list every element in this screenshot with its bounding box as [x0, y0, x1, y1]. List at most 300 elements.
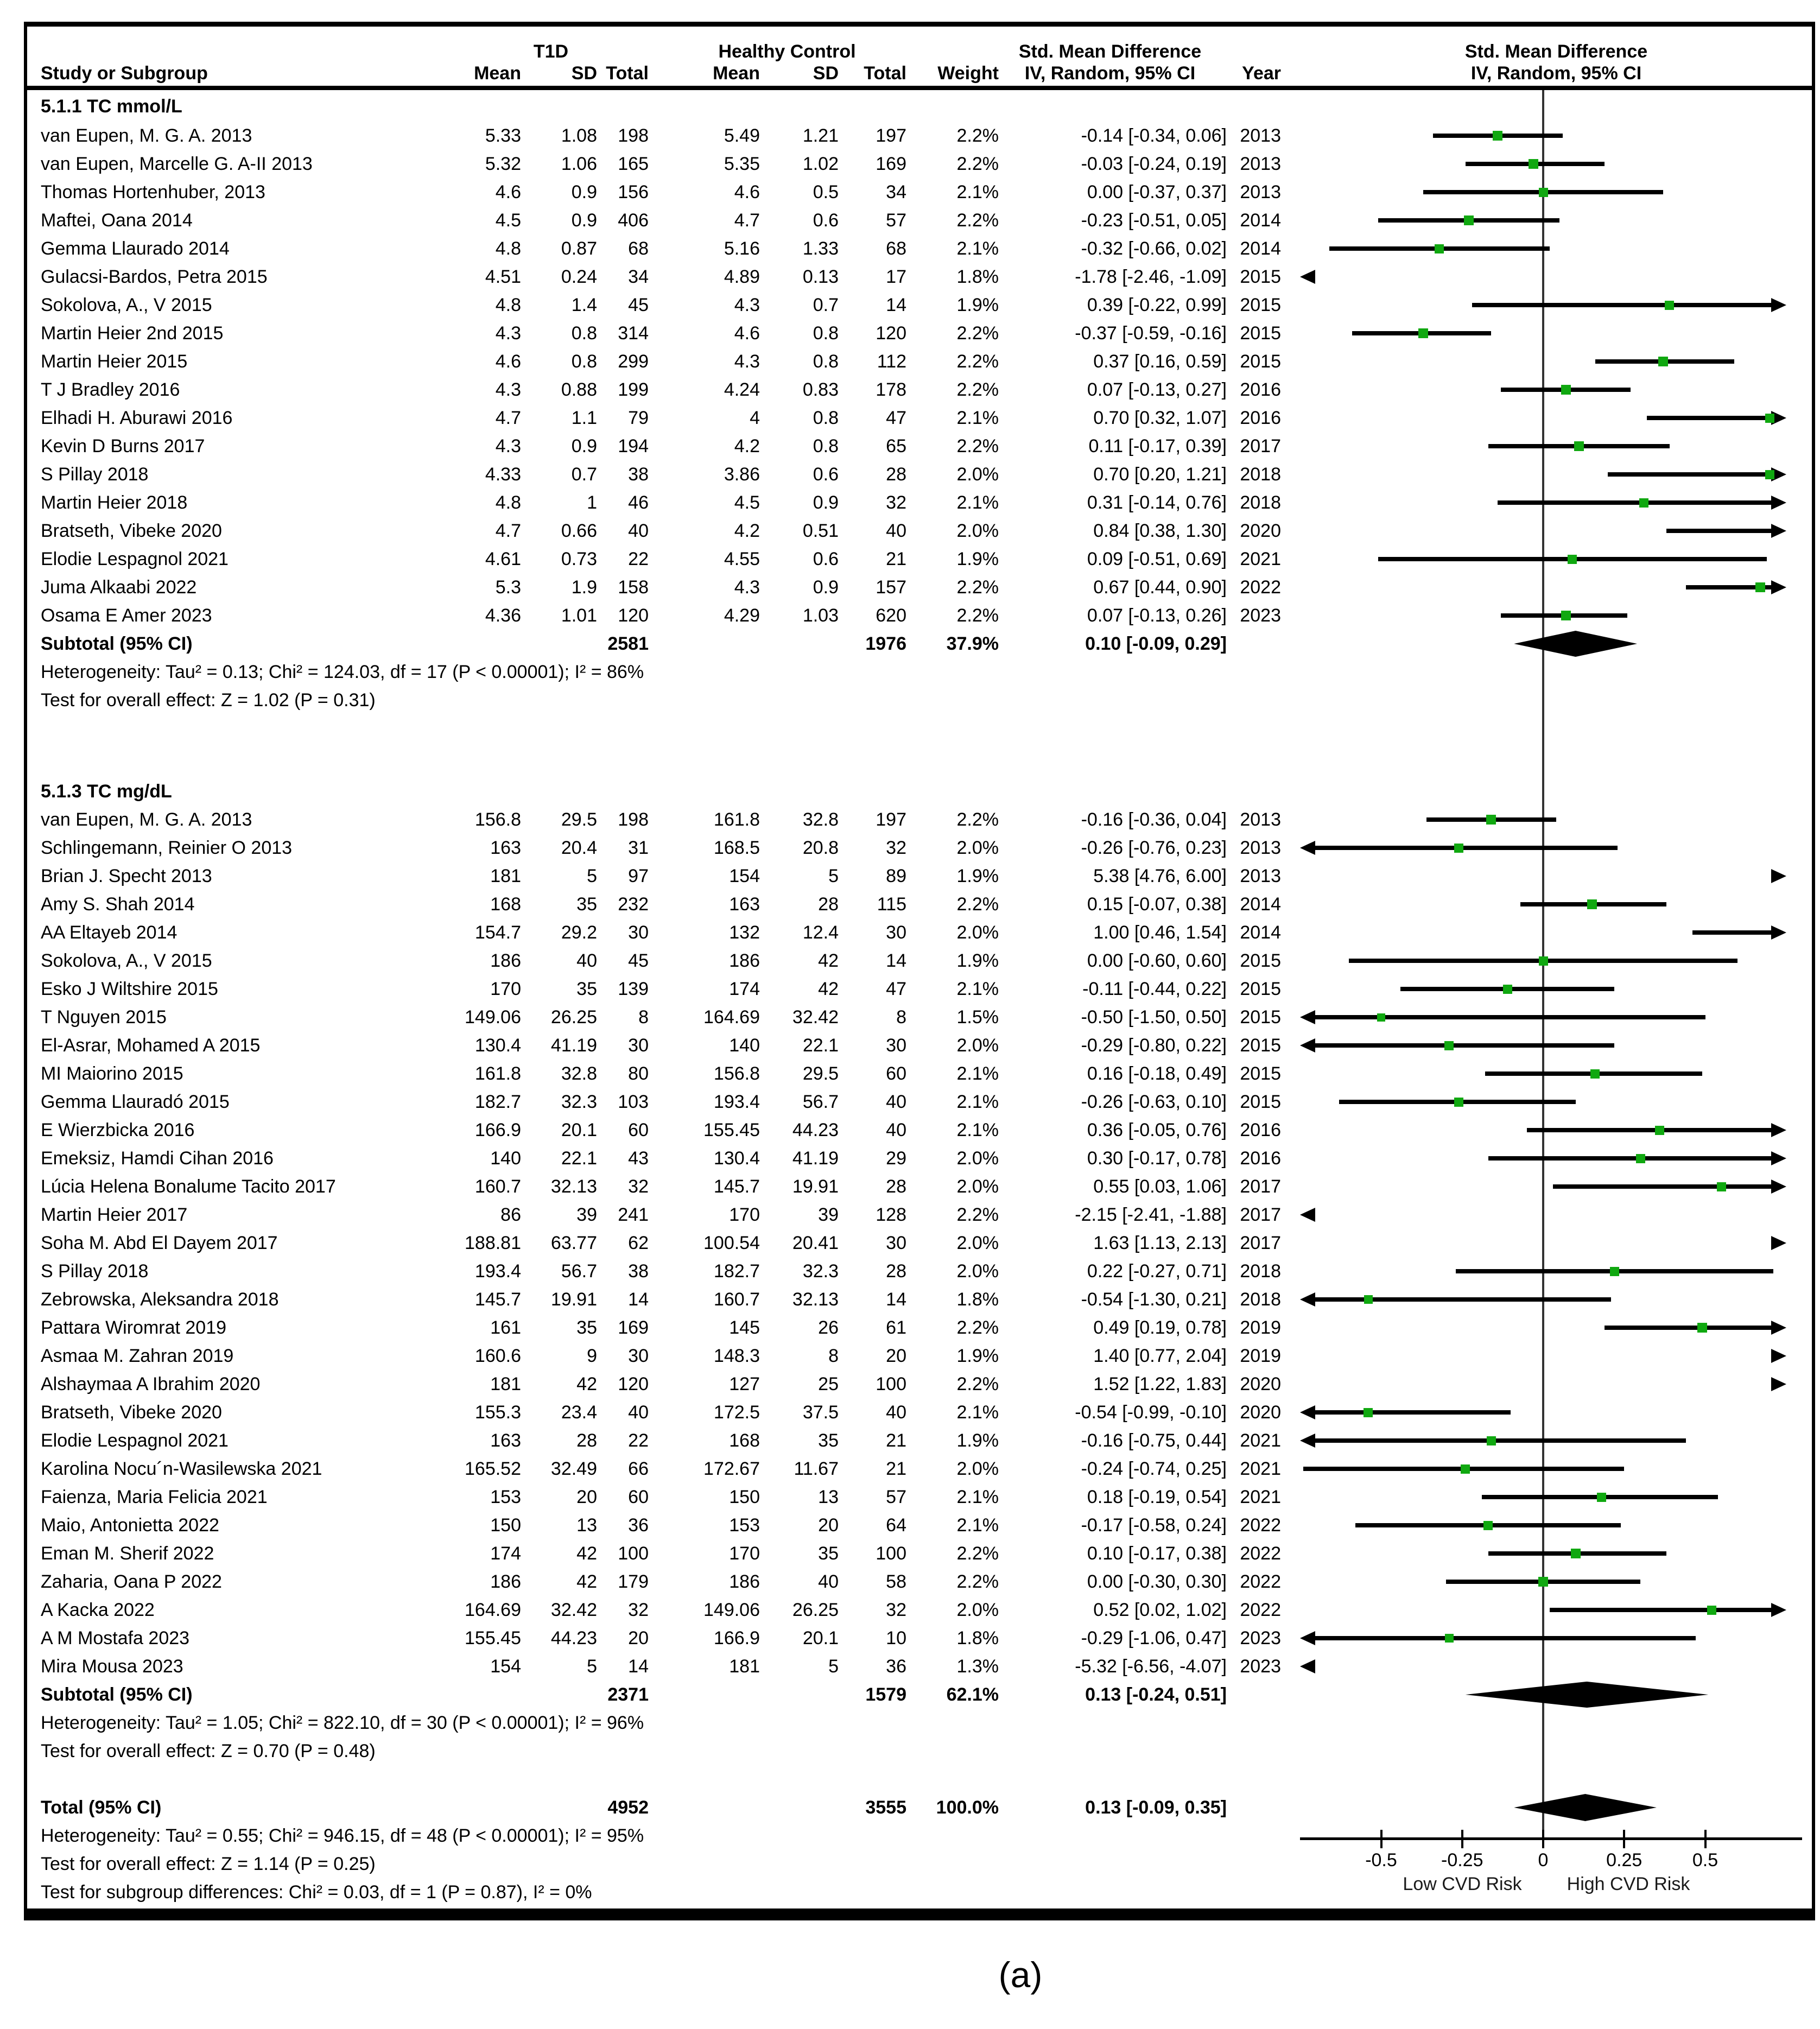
weight: 1.5%: [956, 1007, 999, 1028]
weight: 1.9%: [956, 1430, 999, 1451]
year: 2019: [1240, 1346, 1281, 1366]
mean-control: 130.4: [713, 1148, 760, 1169]
x-axis-tick: [1623, 1830, 1625, 1848]
mean-t1d: 164.69: [465, 1600, 521, 1620]
weight: 2.2%: [956, 1204, 999, 1225]
mean-control: 161.8: [713, 809, 760, 830]
frame-left: [24, 22, 27, 1920]
mean-control: 155.45: [703, 1120, 760, 1140]
offscale-left-arrow: [1300, 1208, 1315, 1222]
total-t1d: 45: [628, 950, 649, 971]
study-name: Elodie Lespagnol 2021: [41, 1430, 229, 1451]
subgroup-label: 5.1.1 TC mmol/L: [41, 96, 182, 117]
weight: 2.2%: [956, 210, 999, 231]
group-header-t1d: T1D: [533, 41, 569, 62]
total-control: 40: [886, 1092, 906, 1112]
smd-ci-text: 0.70 [0.20, 1.21]: [1093, 464, 1227, 485]
mean-t1d: 4.7: [495, 408, 521, 428]
year: 2014: [1240, 922, 1281, 943]
year: 2015: [1240, 1063, 1281, 1084]
year: 2023: [1240, 1656, 1281, 1677]
total-t1d: 32: [628, 1176, 649, 1197]
sd-t1d: 0.8: [571, 351, 597, 372]
weight: 2.1%: [956, 1092, 999, 1112]
smd-ci-text: -0.16 [-0.75, 0.44]: [1081, 1430, 1227, 1451]
total-control: 29: [886, 1148, 906, 1169]
year: 2015: [1240, 351, 1281, 372]
mean-t1d: 166.9: [474, 1120, 521, 1140]
mean-control: 193.4: [713, 1092, 760, 1112]
total-control: 32: [886, 1600, 906, 1620]
mean-control: 4.6: [734, 323, 760, 344]
mean-control: 100.54: [703, 1233, 760, 1253]
study-name: Brian J. Specht 2013: [41, 866, 212, 886]
sd-control: 42: [818, 950, 839, 971]
study-name: Schlingemann, Reinier O 2013: [41, 838, 293, 858]
mean-control: 181: [729, 1656, 760, 1677]
smd-ci-text: -0.23 [-0.51, 0.05]: [1081, 210, 1227, 231]
sd-t1d: 0.66: [561, 521, 597, 541]
x-axis-tick-label: -0.5: [1365, 1850, 1397, 1871]
total-control: 30: [886, 1035, 906, 1056]
total-t1d: 30: [628, 1035, 649, 1056]
sd-t1d: 35: [576, 979, 597, 999]
mean-t1d: 4.3: [495, 436, 521, 456]
point-estimate-marker: [1717, 1182, 1726, 1191]
mean-control: 150: [729, 1487, 760, 1507]
total-t1d: 80: [628, 1063, 649, 1084]
x-axis-tick: [1542, 1830, 1544, 1848]
weight: 1.8%: [956, 1628, 999, 1648]
weight: 2.0%: [956, 464, 999, 485]
smd-ci-text: 0.36 [-0.05, 0.76]: [1087, 1120, 1227, 1140]
sd-t1d: 20.1: [561, 1120, 597, 1140]
weight: 1.9%: [956, 950, 999, 971]
total-t1d: 68: [628, 238, 649, 259]
smd-ci-text: -0.16 [-0.36, 0.04]: [1081, 809, 1227, 830]
study-name: Subtotal (95% CI): [41, 633, 193, 654]
weight: 100.0%: [936, 1797, 999, 1818]
total-t1d: 232: [618, 894, 649, 915]
weight: 2.0%: [956, 1459, 999, 1479]
smd-ci-text: 0.10 [-0.09, 0.29]: [1085, 633, 1227, 654]
mean-control: 4.5: [734, 492, 760, 513]
total-control: 14: [886, 295, 906, 315]
total-control: 3555: [865, 1797, 906, 1818]
ci-line: [1666, 529, 1773, 533]
frame-bottom: [24, 1908, 1815, 1920]
point-estimate-marker: [1561, 385, 1571, 395]
total-control: 34: [886, 182, 906, 202]
sd-t1d: 0.7: [571, 464, 597, 485]
sd-t1d: 29.2: [561, 922, 597, 943]
year: 2017: [1240, 436, 1281, 456]
mean-t1d: 165.52: [465, 1459, 521, 1479]
point-estimate-marker: [1538, 1577, 1548, 1587]
total-t1d: 194: [618, 436, 649, 456]
total-control: 100: [876, 1374, 906, 1394]
study-name: Zaharia, Oana P 2022: [41, 1571, 222, 1592]
mean-t1d: 160.6: [474, 1346, 521, 1366]
mean-control: 149.06: [703, 1600, 760, 1620]
total-t1d: 100: [618, 1543, 649, 1564]
smd-ci-text: 0.07 [-0.13, 0.26]: [1087, 605, 1227, 626]
total-control: 30: [886, 922, 906, 943]
sd-t1d: 19.91: [550, 1289, 597, 1310]
sd-t1d: 1.01: [561, 605, 597, 626]
total-t1d: 22: [628, 1430, 649, 1451]
sd-control: 12.4: [802, 922, 839, 943]
ci-left-arrow: [1300, 841, 1315, 855]
sd-t1d: 44.23: [550, 1628, 597, 1648]
sd-control: 22.1: [802, 1035, 839, 1056]
smd-ci-text: -0.26 [-0.63, 0.10]: [1081, 1092, 1227, 1112]
weight: 2.2%: [956, 154, 999, 174]
study-name: Martin Heier 2017: [41, 1204, 188, 1225]
ci-right-arrow: [1771, 1180, 1786, 1194]
mean-t1d: 4.6: [495, 182, 521, 202]
sd-t1d: 1.06: [561, 154, 597, 174]
mean-control: 182.7: [713, 1261, 760, 1282]
study-name: Asmaa M. Zahran 2019: [41, 1346, 234, 1366]
smd-ci-text: -0.54 [-0.99, -0.10]: [1075, 1402, 1227, 1423]
offscale-left-arrow: [1300, 1659, 1315, 1673]
smd-ci-text: 0.84 [0.38, 1.30]: [1093, 521, 1227, 541]
sd-t1d: 32.3: [561, 1092, 597, 1112]
smd-ci-text: 0.37 [0.16, 0.59]: [1093, 351, 1227, 372]
smd-ci-text: 0.11 [-0.17, 0.39]: [1088, 436, 1227, 456]
total-control: 64: [886, 1515, 906, 1536]
total-t1d: 34: [628, 267, 649, 287]
smd-ci-text: 0.22 [-0.27, 0.71]: [1087, 1261, 1227, 1282]
ci-line: [1553, 1184, 1773, 1189]
sd-control: 0.5: [813, 182, 839, 202]
sd-control: 35: [818, 1543, 839, 1564]
sd-t1d: 1.4: [571, 295, 597, 315]
ci-left-arrow: [1300, 1405, 1315, 1419]
year: 2017: [1240, 1176, 1281, 1197]
mean-control: 172.67: [703, 1459, 760, 1479]
mean-t1d: 181: [490, 1374, 521, 1394]
weight: 2.2%: [956, 436, 999, 456]
study-name: Gulacsi-Bardos, Petra 2015: [41, 267, 268, 287]
ci-line: [1313, 1438, 1685, 1443]
sd-t1d: 41.19: [550, 1035, 597, 1056]
point-estimate-marker: [1364, 1408, 1373, 1417]
sd-control: 1.33: [802, 238, 839, 259]
sd-t1d: 32.42: [550, 1600, 597, 1620]
study-name: Juma Alkaabi 2022: [41, 577, 197, 598]
point-estimate-marker: [1587, 899, 1597, 909]
study-name: El-Asrar, Mohamed A 2015: [41, 1035, 261, 1056]
col-total1: Total: [606, 63, 649, 84]
total-t1d: 120: [618, 605, 649, 626]
total-control: 28: [886, 1176, 906, 1197]
weight: 2.1%: [956, 182, 999, 202]
point-estimate-marker: [1486, 815, 1496, 825]
point-estimate-marker: [1539, 188, 1548, 197]
sd-t1d: 1.1: [571, 408, 597, 428]
smd-ci-text: -1.78 [-2.46, -1.09]: [1075, 267, 1227, 287]
study-name: Maio, Antonietta 2022: [41, 1515, 219, 1536]
ci-left-arrow: [1300, 1434, 1315, 1448]
subgroup-label: 5.1.3 TC mg/dL: [41, 781, 172, 802]
total-t1d: 299: [618, 351, 649, 372]
weight: 2.2%: [956, 1317, 999, 1338]
total-t1d: 139: [618, 979, 649, 999]
mean-t1d: 160.7: [474, 1176, 521, 1197]
year: 2016: [1240, 408, 1281, 428]
point-estimate-marker: [1444, 1041, 1454, 1050]
mean-t1d: 5.32: [485, 154, 521, 174]
mean-t1d: 155.3: [474, 1402, 521, 1423]
total-control: 115: [877, 894, 906, 915]
total-control: 20: [886, 1346, 906, 1366]
study-name: Bratseth, Vibeke 2020: [41, 521, 222, 541]
mean-control: 166.9: [713, 1628, 760, 1648]
point-estimate-marker: [1590, 1069, 1600, 1079]
ci-line: [1313, 846, 1618, 850]
point-estimate-marker: [1755, 582, 1765, 592]
offscale-right-arrow: [1771, 1236, 1786, 1250]
weight: 2.1%: [956, 1515, 999, 1536]
study-name: Osama E Amer 2023: [41, 605, 212, 626]
total-control: 169: [876, 154, 906, 174]
mean-t1d: 181: [490, 866, 521, 886]
mean-control: 5.16: [724, 238, 760, 259]
mean-t1d: 4.8: [495, 295, 521, 315]
ci-right-arrow: [1771, 1151, 1786, 1165]
sd-control: 0.83: [802, 379, 839, 400]
weight: 2.0%: [956, 1176, 999, 1197]
point-estimate-marker: [1487, 1436, 1496, 1445]
total-control: 100: [876, 1543, 906, 1564]
mean-t1d: 4.3: [495, 379, 521, 400]
sd-t1d: 0.9: [571, 436, 597, 456]
year: 2014: [1240, 894, 1281, 915]
weight: 2.1%: [956, 1120, 999, 1140]
total-control: 28: [886, 1261, 906, 1282]
weight: 2.0%: [956, 1233, 999, 1253]
smd-ci-text: 0.13 [-0.09, 0.35]: [1085, 1797, 1227, 1818]
total-control: 60: [886, 1063, 906, 1084]
weight: 2.2%: [956, 379, 999, 400]
point-estimate-marker: [1483, 1521, 1493, 1530]
smd-ci-text: 1.52 [1.22, 1.83]: [1093, 1374, 1227, 1394]
total-t1d: 8: [638, 1007, 649, 1028]
total-t1d: 45: [628, 295, 649, 315]
ci-line: [1608, 472, 1773, 477]
mean-control: 170: [729, 1543, 760, 1564]
sd-control: 42: [818, 979, 839, 999]
smd-ci-text: -0.50 [-1.50, 0.50]: [1081, 1007, 1227, 1028]
study-name: S Pillay 2018: [41, 1261, 149, 1282]
sd-t1d: 20: [576, 1487, 597, 1507]
sd-t1d: 63.77: [550, 1233, 597, 1253]
smd-ci-text: 1.40 [0.77, 2.04]: [1093, 1346, 1227, 1366]
weight: 1.3%: [956, 1656, 999, 1677]
ci-left-arrow: [1300, 1038, 1315, 1052]
point-estimate-marker: [1418, 328, 1428, 338]
ci-line: [1488, 1156, 1773, 1161]
weight: 2.1%: [956, 238, 999, 259]
sd-t1d: 1: [587, 492, 597, 513]
mean-control: 4.24: [724, 379, 760, 400]
study-name: E Wierzbicka 2016: [41, 1120, 195, 1140]
sd-control: 28: [818, 894, 839, 915]
weight: 1.8%: [956, 1289, 999, 1310]
study-name: Gemma Llaurado 2014: [41, 238, 230, 259]
x-axis-tick: [1704, 1830, 1707, 1848]
study-name: Alshaymaa A Ibrahim 2020: [41, 1374, 261, 1394]
smd-ci-text: 0.52 [0.02, 1.02]: [1093, 1600, 1227, 1620]
smd-ci-text: -0.37 [-0.59, -0.16]: [1075, 323, 1227, 344]
point-estimate-marker: [1364, 1295, 1373, 1304]
year: 2020: [1240, 521, 1281, 541]
sd-t1d: 39: [576, 1204, 597, 1225]
year: 2014: [1240, 210, 1281, 231]
mean-t1d: 86: [500, 1204, 521, 1225]
ci-left-arrow: [1300, 1292, 1315, 1307]
mean-t1d: 4.33: [485, 464, 521, 485]
weight: 62.1%: [946, 1684, 999, 1705]
sd-t1d: 28: [576, 1430, 597, 1451]
mean-t1d: 163: [490, 1430, 521, 1451]
sd-control: 20.41: [792, 1233, 839, 1253]
ci-right-arrow: [1771, 1603, 1786, 1617]
smd-header-left: Std. Mean Difference: [1018, 41, 1202, 62]
smd-ci-text: 0.67 [0.44, 0.90]: [1093, 577, 1227, 598]
point-estimate-marker: [1454, 1098, 1463, 1107]
year: 2020: [1240, 1374, 1281, 1394]
total-t1d: 198: [618, 125, 649, 146]
ci-line: [1498, 500, 1773, 505]
study-name: Karolina Nocu´n-Wasilewska 2021: [41, 1459, 322, 1479]
sd-control: 1.02: [802, 154, 839, 174]
weight: 2.0%: [956, 1035, 999, 1056]
sd-control: 32.3: [802, 1261, 839, 1282]
year: 2016: [1240, 379, 1281, 400]
smd-ci-text: -0.03 [-0.24, 0.19]: [1081, 154, 1227, 174]
total-t1d: 406: [618, 210, 649, 231]
smd-ci-text: 0.00 [-0.30, 0.30]: [1087, 1571, 1227, 1592]
weight: 2.0%: [956, 1148, 999, 1169]
x-axis-tick-label: 0: [1538, 1850, 1549, 1871]
year: 2023: [1240, 1628, 1281, 1648]
year: 2013: [1240, 809, 1281, 830]
year: 2020: [1240, 1402, 1281, 1423]
sd-t1d: 20.4: [561, 838, 597, 858]
study-name: A M Mostafa 2023: [41, 1628, 190, 1648]
ci-line: [1527, 1128, 1773, 1132]
mean-control: 164.69: [703, 1007, 760, 1028]
weight: 2.0%: [956, 1600, 999, 1620]
sd-control: 0.7: [813, 295, 839, 315]
col-sd2: SD: [813, 63, 839, 84]
study-name: Total (95% CI): [41, 1797, 162, 1818]
sd-control: 0.9: [813, 492, 839, 513]
sd-control: 35: [818, 1430, 839, 1451]
ci-right-arrow: [1771, 496, 1786, 510]
study-name: AA Eltayeb 2014: [41, 922, 177, 943]
mean-control: 3.86: [724, 464, 760, 485]
total-t1d: 79: [628, 408, 649, 428]
year: 2021: [1240, 1459, 1281, 1479]
year: 2018: [1240, 1289, 1281, 1310]
weight: 2.2%: [956, 323, 999, 344]
point-estimate-marker: [1610, 1267, 1619, 1276]
study-name: Emeksiz, Hamdi Cihan 2016: [41, 1148, 274, 1169]
weight: 2.0%: [956, 521, 999, 541]
total-t1d: 22: [628, 549, 649, 569]
mean-control: 132: [729, 922, 760, 943]
weight: 1.9%: [956, 295, 999, 315]
total-t1d: 158: [618, 577, 649, 598]
mean-t1d: 5.3: [495, 577, 521, 598]
year: 2016: [1240, 1120, 1281, 1140]
study-name: Sokolova, A., V 2015: [41, 295, 212, 315]
total-t1d: 31: [628, 838, 649, 858]
col-sd1: SD: [571, 63, 597, 84]
weight: 2.2%: [956, 605, 999, 626]
weight: 2.0%: [956, 838, 999, 858]
total-control: 14: [886, 950, 906, 971]
total-t1d: 2581: [607, 633, 649, 654]
sd-t1d: 22.1: [561, 1148, 597, 1169]
mean-control: 5.35: [724, 154, 760, 174]
smd-ci-text: -0.29 [-0.80, 0.22]: [1081, 1035, 1227, 1056]
study-name: Elhadi H. Aburawi 2016: [41, 408, 233, 428]
point-estimate-marker: [1493, 131, 1502, 141]
col-method-left: IV, Random, 95% CI: [1024, 63, 1196, 84]
x-axis-line: [1300, 1837, 1802, 1840]
mean-control: 4.6: [734, 182, 760, 202]
col-mean1: Mean: [474, 63, 521, 84]
offscale-right-arrow: [1771, 869, 1786, 883]
mean-control: 186: [729, 1571, 760, 1592]
mean-control: 127: [729, 1374, 760, 1394]
sd-t1d: 56.7: [561, 1261, 597, 1282]
sd-t1d: 1.08: [561, 125, 597, 146]
weight: 1.9%: [956, 866, 999, 886]
mean-control: 153: [729, 1515, 760, 1536]
total-control: 128: [876, 1204, 906, 1225]
mean-t1d: 130.4: [474, 1035, 521, 1056]
mean-t1d: 4.8: [495, 492, 521, 513]
smd-header-right: Std. Mean Difference: [1464, 41, 1648, 62]
total-t1d: 314: [618, 323, 649, 344]
sd-control: 37.5: [802, 1402, 839, 1423]
mean-t1d: 186: [490, 1571, 521, 1592]
point-estimate-marker: [1597, 1493, 1606, 1502]
smd-ci-text: -0.17 [-0.58, 0.24]: [1081, 1515, 1227, 1536]
year: 2021: [1240, 1487, 1281, 1507]
smd-ci-text: 0.70 [0.32, 1.07]: [1093, 408, 1227, 428]
year: 2013: [1240, 154, 1281, 174]
total-t1d: 20: [628, 1628, 649, 1648]
weight: 2.1%: [956, 979, 999, 999]
study-name: Zebrowska, Aleksandra 2018: [41, 1289, 279, 1310]
point-estimate-marker: [1461, 1464, 1470, 1474]
smd-ci-text: -5.32 [-6.56, -4.07]: [1075, 1656, 1227, 1677]
mean-t1d: 4.5: [495, 210, 521, 231]
sd-control: 1.03: [802, 605, 839, 626]
ci-right-arrow: [1771, 524, 1786, 538]
point-estimate-marker: [1445, 1634, 1454, 1643]
sd-control: 11.67: [794, 1459, 839, 1479]
total-control: 197: [876, 809, 906, 830]
total-control: 40: [886, 521, 906, 541]
